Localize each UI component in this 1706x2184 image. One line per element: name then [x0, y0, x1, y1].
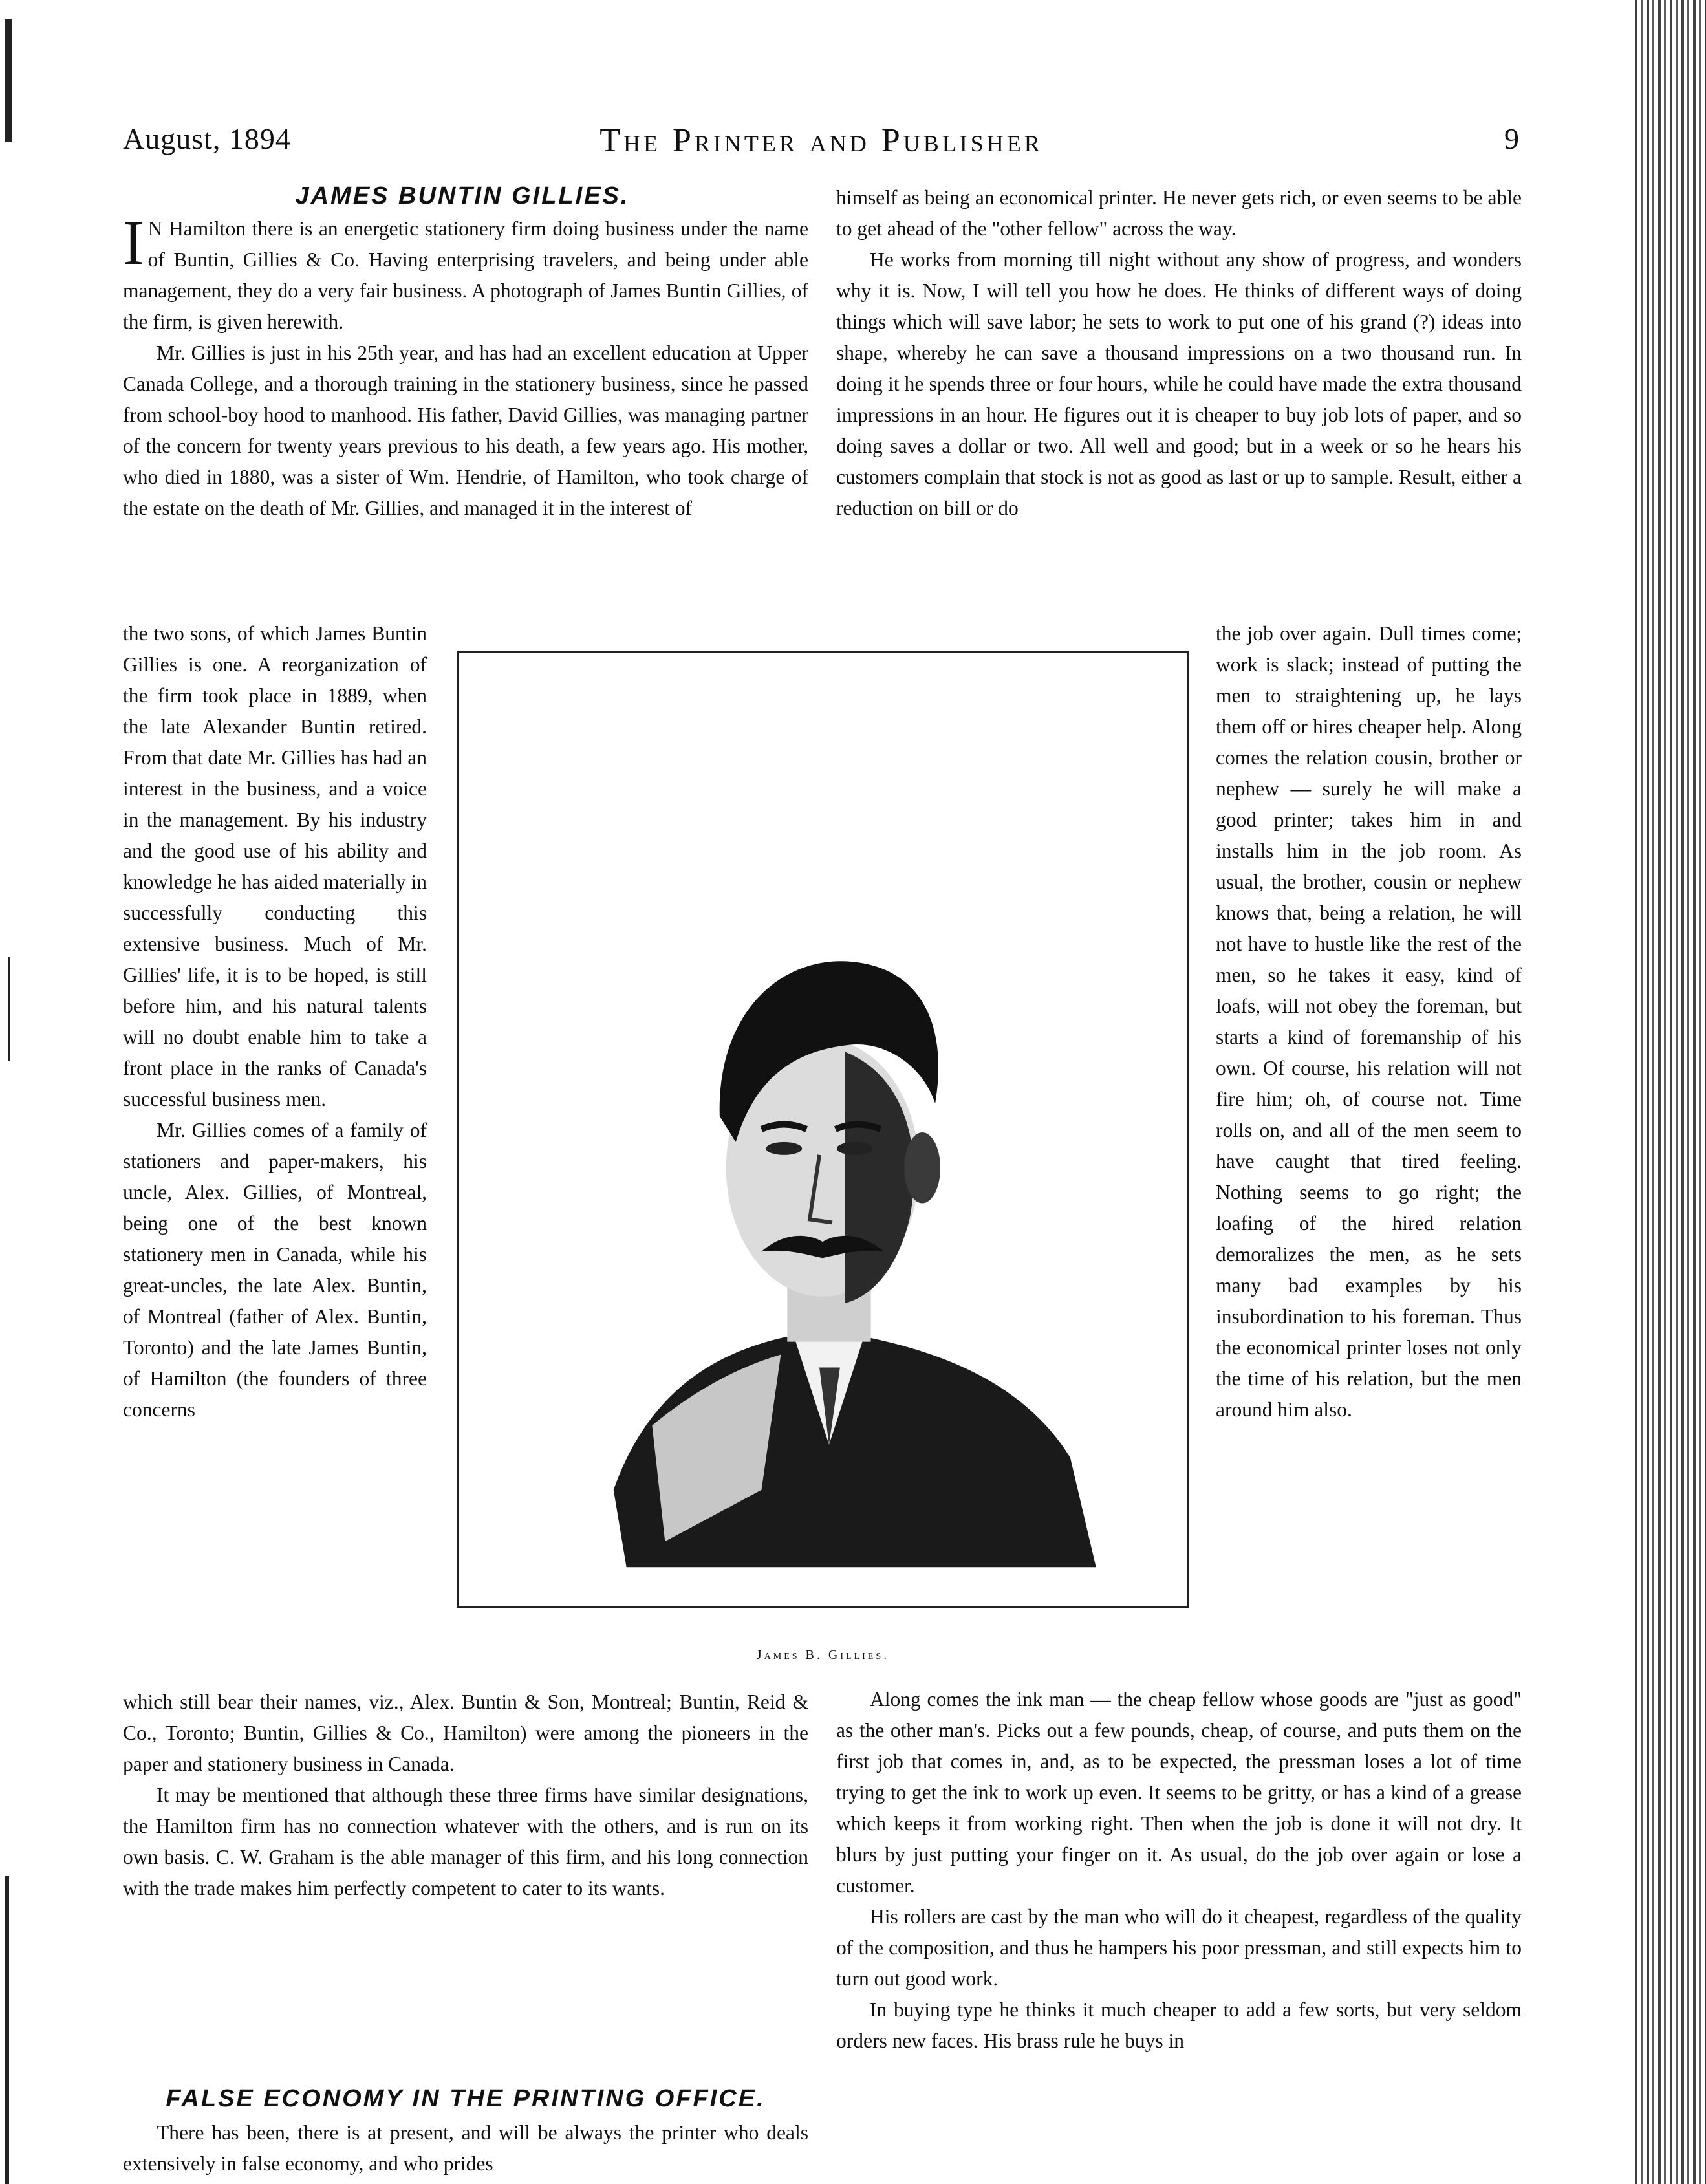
article-paragraph: It may be mentioned that although these three firms have similar designations, the Hamilton firm has no connection whatever with the others, and is run on its own basis. C. W. Graham is the able manager of this firm, and his long connection with the trade makes him perfectly competent to cater to its wants. [123, 1784, 808, 1899]
running-head [123, 122, 1520, 160]
scan-artifact [5, 19, 12, 142]
article-paragraph: Along comes the ink man — the cheap fellow whose goods are "just as good" as the other man's. Picks out a few pounds, cheap, of course, and puts them on the first job that comes in, and, as to be expected, the pressman loses a lot of time trying to get the ink to work up even. It seems to be gritty, or has a kind of a grease which keeps it from working right. Then when the job is done it will not dry. It blurs by just putting your finger on it. As usual, do the job over again or lose a customer. [836, 1688, 1522, 1897]
article-paragraph: himself as being an economical printer. He never gets rich, or even seems to be able to get ahead of the "other fellow" across the way. [836, 186, 1522, 240]
left-column-top [123, 208, 808, 524]
article-paragraph: which still bear their names, viz., Alex. Buntin & Son, Montreal; Buntin, Reid & Co., Toronto; Buntin, Gillies & Co., Hamilton) were among the pioneers in the paper and stationery business in Canada. [123, 1691, 808, 1775]
photo-caption: James B. Gillies. [756, 1648, 890, 1662]
scan-edge-right [1635, 0, 1706, 2184]
drop-cap: I [123, 208, 144, 278]
portrait-photo [457, 651, 1189, 1608]
article-paragraph: the two sons, of which James Buntin Gillies is one. A reorganization of the firm took place in 1889, when the late Alexander Buntin retired. From that date Mr. Gillies has had an interest in the business, and a voice in the management. By his industry and the good use of his ability and knowledge he has aided materially in successfully conducting this extensive business. Much of Mr. Gillies' life, it is to be hoped, is still before him, and his natural talents will no doubt enable him to take a front place in the ranks of Canada's successful business men. [123, 622, 427, 1110]
masthead: The Printer and Publisher [599, 122, 1043, 159]
left-column-narrow [123, 618, 427, 1425]
article-headline: JAMES BUNTIN GILLIES. [295, 182, 630, 210]
article-headline: FALSE ECONOMY IN THE PRINTING OFFICE. [166, 2085, 766, 2112]
page-number: 9 [1504, 122, 1520, 155]
right-column-top [836, 182, 1522, 524]
right-column-narrow [1216, 618, 1522, 1425]
right-column-bottom [836, 1684, 1522, 2057]
article-paragraph: His rollers are cast by the man who will do it cheapest, regardless of the quality of the composition, and thus he hampers his poor pressman, and still expects him to turn out good work. [836, 1905, 1522, 1990]
article-paragraph: In buying type he thinks it much cheaper to add a few sorts, but very seldom orders new faces. His brass rule he buys in [836, 1998, 1522, 2052]
article-paragraph: There has been, there is at present, and will be always the printer who deals extensively in false economy, and who prides [123, 2121, 808, 2175]
scan-artifact [8, 957, 10, 1061]
article-paragraph: the job over again. Dull times come; work is slack; instead of putting the men to straightening up, he lays them off or hires cheaper help. Along comes the relation cousin, brother or nephew — surely he will make a good printer; takes him in and installs him in the job room. As usual, the brother, cousin or nephew knows that, being a relation, he will not have to hustle like the rest of the men, so he takes it easy, kind of loafs, will not obey the foreman, but starts a kind of foremanship of his own. Of course, his relation will not fire him; oh, of course not. Time rolls on, and all of the men seem to have caught that tired feeling. Nothing seems to go right; the loafing of the hired relation demoralizes the men, as he sets many bad examples by his insubordination to his foreman. Thus the economical printer loses not only the time of his relation, but the men around him also. [1216, 622, 1522, 1421]
article-paragraph: He works from morning till night without any show of progress, and wonders why it is. Now, I will tell you how he does. He thinks of different ways of doing things which will save labor; he sets to work to put one of his grand (?) ideas into shape, whereby he can save a thousand impressions on a two thousand run. In doing it he spends three or four hours, while he could have made the extra thousand impressions in an hour. He figures out it is cheaper to buy job lots of paper, and so doing saves a dollar or two. All well and good; but in a week or so he hears his customers complain that stock is not as good as last or up to sample. Result, either a reduction on bill or do [836, 248, 1522, 519]
article-paragraph: Mr. Gillies comes of a family of stationers and paper-makers, his uncle, Alex. Gillies, of Montreal, being one of the best known stationery men in Canada, while his great-uncles, the late Alex. Buntin, of Montreal (father of Alex. Buntin, Toronto) and the late James Buntin, of Hamilton (the founders of three concerns [123, 1119, 427, 1421]
left-column-bottom [123, 1687, 808, 1904]
scan-artifact [5, 1876, 9, 2184]
article-paragraph: Mr. Gillies is just in his 25th year, and has had an excellent education at Upper Canada College, and a thorough training in the stationery business, since he passed from school-boy hood to manhood. His father, David Gillies, was managing partner of the concern for twenty years previous to his death, a few years ago. His mother, who died in 1880, was a sister of Wm. Hendrie, of Hamilton, who took charge of the estate on the death of Mr. Gillies, and managed it in the interest of [123, 341, 808, 519]
portrait-illustration [459, 653, 1187, 1606]
left-column-footer [123, 2117, 808, 2179]
scan-edge-left [0, 0, 26, 2184]
article-paragraph: I N Hamilton there is an energetic stationery firm doing business under the name of Buntin, Gillies & Co. Having enterprising travelers, and being under able management, they do a very fair business. A photograph of James Buntin Gillies, of the firm, is given herewith. [123, 208, 808, 333]
issue-date: August, 1894 [123, 122, 291, 155]
